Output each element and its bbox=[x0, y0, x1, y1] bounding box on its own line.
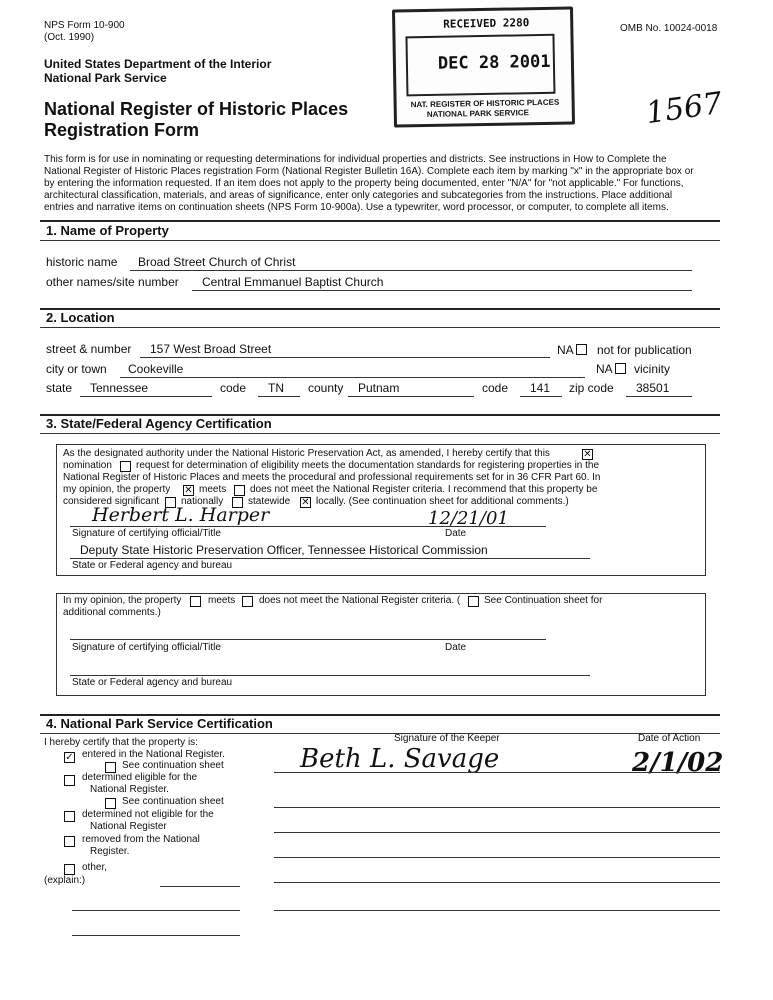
other-checkbox[interactable] bbox=[64, 864, 75, 875]
field-line bbox=[192, 290, 692, 291]
received-stamp bbox=[392, 6, 575, 127]
not-eligible-label: National Register bbox=[90, 821, 167, 832]
section-divider bbox=[40, 733, 720, 734]
certification-signature-date: 12/21/01 bbox=[428, 508, 509, 529]
state-value[interactable]: Tennessee bbox=[90, 381, 149, 395]
historic-name-label: historic name bbox=[46, 255, 118, 269]
certifying-official-signature: Herbert L. Harper bbox=[92, 504, 270, 526]
form-title: National Register of Historic Places bbox=[44, 99, 349, 119]
omb-number: OMB No. 10024-0018 bbox=[620, 23, 718, 34]
opinion-text: additional comments.) bbox=[63, 607, 161, 618]
agency-bureau-label: State or Federal agency and bureau bbox=[72, 560, 233, 571]
keeper-line bbox=[274, 857, 720, 858]
opinion-does-not-meet-checkbox[interactable] bbox=[242, 596, 253, 607]
na-label: NA bbox=[596, 362, 613, 376]
nationally-label: nationally bbox=[181, 496, 224, 507]
instructions-line: entries and narrative items on continuation sheets (NPS Form 10-900a). Use a typewriter, word processor, or computer, to complete all items. bbox=[44, 202, 669, 213]
other-label: other, bbox=[82, 862, 108, 873]
instructions-paragraph bbox=[44, 154, 734, 214]
city-value[interactable]: Cookeville bbox=[128, 362, 184, 376]
continuation-label: See continuation sheet bbox=[122, 796, 224, 807]
vicinity-label: vicinity bbox=[634, 362, 671, 376]
instructions-line: National Register of Historic Places registration Form (National Register Bulletin 16A). Complete each item by marking "x" in the appropriate box or bbox=[44, 166, 694, 177]
keeper-signature: Beth L. Savage bbox=[300, 744, 500, 774]
nomination-checked-box[interactable]: ✕ bbox=[583, 449, 592, 460]
keeper-line bbox=[274, 807, 720, 808]
date-label: Date bbox=[445, 642, 467, 653]
keeper-line bbox=[274, 910, 720, 911]
stamp-date: DEC 28 2001 bbox=[437, 51, 551, 74]
eligible-label: determined eligible for the bbox=[82, 772, 198, 783]
eligible-checkbox[interactable] bbox=[64, 775, 75, 786]
other-names-value[interactable]: Central Emmanuel Baptist Church bbox=[202, 275, 384, 289]
keeper-line bbox=[274, 832, 720, 833]
state-code-value[interactable]: TN bbox=[268, 381, 284, 395]
section3-title: 3. State/Federal Agency Certification bbox=[46, 416, 272, 431]
street-value[interactable]: 157 West Broad Street bbox=[150, 342, 272, 356]
stamp-service: NATIONAL PARK SERVICE bbox=[426, 108, 529, 119]
continuation-label: See continuation sheet bbox=[122, 760, 224, 771]
eligible-label: National Register. bbox=[90, 784, 169, 795]
department-name: United States Department of the Interior bbox=[44, 57, 272, 71]
keeper-signature-label: Signature of the Keeper bbox=[394, 733, 500, 744]
signature-label: Signature of certifying official/Title bbox=[72, 642, 221, 653]
opinion-meets-checkbox[interactable] bbox=[190, 596, 201, 607]
instructions-line: This form is for use in nominating or requesting determinations for individual properties and districts. See instructions in How to Complete the bbox=[44, 154, 667, 165]
section-divider bbox=[40, 220, 720, 222]
date-label: Date bbox=[445, 528, 467, 539]
county-value[interactable]: Putnam bbox=[358, 381, 400, 395]
keeper-line bbox=[274, 772, 720, 773]
opinion-continuation-checkbox[interactable] bbox=[468, 596, 479, 607]
field-line bbox=[130, 270, 692, 271]
explain-line bbox=[160, 886, 240, 887]
agency-name: National Park Service bbox=[44, 71, 167, 85]
city-label: city or town bbox=[46, 362, 107, 376]
instructions-line: by entering the information requested. If an item does not apply to the property being documented, enter "N/A" for "not applicable." For functions, bbox=[44, 178, 684, 189]
date-of-action-label: Date of Action bbox=[638, 733, 701, 744]
not-for-publication-label: not for publication bbox=[597, 343, 692, 357]
nomination-label: nomination bbox=[63, 460, 112, 471]
state-label: state bbox=[46, 381, 73, 395]
field-line bbox=[626, 396, 692, 397]
other-names-label: other names/site number bbox=[46, 275, 179, 289]
locally-checked-box[interactable]: ✕ bbox=[301, 497, 310, 508]
eligible-continuation-checkbox[interactable] bbox=[105, 798, 116, 809]
state-code-label: code bbox=[220, 381, 247, 395]
meets-checked-box[interactable]: ✕ bbox=[184, 485, 193, 496]
form-number: NPS Form 10-900 bbox=[44, 20, 125, 31]
opinion-continuation-label: See Continuation sheet for bbox=[484, 595, 603, 606]
certification-text: does not meet the National Register criteria. I recommend that this property be bbox=[250, 484, 598, 495]
field-line bbox=[520, 396, 562, 397]
action-date: 2/1/02 bbox=[632, 748, 724, 778]
signature-line bbox=[70, 526, 546, 527]
section-divider bbox=[40, 433, 720, 434]
considered-label: considered significant bbox=[63, 496, 160, 507]
form-date: (Oct. 1990) bbox=[44, 32, 95, 43]
form-subtitle: Registration Form bbox=[44, 120, 200, 140]
explain-line bbox=[72, 910, 240, 911]
certification-text: my opinion, the property bbox=[63, 484, 171, 495]
signature-line bbox=[70, 675, 590, 676]
section2-title: 2. Location bbox=[46, 310, 115, 325]
field-line bbox=[120, 377, 585, 378]
instructions-line: architectural classification, materials, and areas of significance, enter only categories and subcategories from the instructions. Place additional bbox=[44, 190, 673, 201]
vicinity-checkbox[interactable] bbox=[615, 363, 626, 374]
opinion-text: does not meet the National Register criteria. ( bbox=[259, 595, 461, 606]
field-line bbox=[258, 396, 300, 397]
certification-text: As the designated authority under the National Historic Preservation Act, as amended, I hereby certify that this bbox=[63, 448, 550, 459]
field-line bbox=[348, 396, 474, 397]
statewide-label: statewide bbox=[248, 496, 291, 507]
keeper-certify-intro: I hereby certify that the property is: bbox=[44, 737, 198, 748]
locally-label: locally. (See continuation sheet for additional comments.) bbox=[316, 496, 569, 507]
historic-name-value[interactable]: Broad Street Church of Christ bbox=[138, 255, 296, 269]
agency-bureau-label: State or Federal agency and bureau bbox=[72, 677, 233, 688]
section-divider bbox=[40, 240, 720, 241]
county-code-label: code bbox=[482, 381, 509, 395]
section4-title: 4. National Park Service Certification bbox=[46, 716, 273, 731]
request-determination-checkbox[interactable] bbox=[120, 461, 131, 472]
meets-label: meets bbox=[199, 484, 227, 495]
keeper-line bbox=[274, 882, 720, 883]
not-eligible-label: determined not eligible for the bbox=[82, 809, 214, 820]
signature-label: Signature of certifying official/Title bbox=[72, 528, 221, 539]
stamp-received: RECEIVED 2280 bbox=[443, 16, 530, 31]
not-for-publication-checkbox[interactable] bbox=[576, 344, 587, 355]
does-not-meet-checkbox[interactable] bbox=[234, 485, 245, 496]
certification-text: National Register of Historic Places and meets the procedural and professional requirements set for in 36 CFR Part 60. In bbox=[63, 472, 601, 483]
street-label: street & number bbox=[46, 342, 132, 356]
handwritten-reference-number: 1567 bbox=[643, 85, 725, 132]
county-code-value[interactable]: 141 bbox=[530, 381, 551, 395]
explain-line bbox=[72, 935, 240, 936]
section-divider bbox=[40, 327, 720, 328]
signature-line bbox=[70, 639, 546, 640]
signature-line bbox=[70, 558, 590, 559]
opinion-meets-label: meets bbox=[208, 595, 236, 606]
agency-bureau-value[interactable]: Deputy State Historic Preservation Officer, Tennessee Historical Commission bbox=[80, 543, 488, 557]
entered-checked-box[interactable]: ✓ bbox=[65, 752, 74, 763]
removed-label: removed from the National bbox=[82, 834, 200, 845]
explain-label: (explain:) bbox=[44, 875, 86, 886]
entered-label: entered in the National Register. bbox=[82, 749, 225, 760]
certification-text: request for determination of eligibility meets the documentation standards for registering properties in the bbox=[136, 460, 600, 471]
section1-title: 1. Name of Property bbox=[46, 223, 169, 238]
zip-label: zip code bbox=[569, 381, 614, 395]
na-label: NA bbox=[557, 343, 574, 357]
zip-value[interactable]: 38501 bbox=[636, 381, 670, 395]
section-divider bbox=[40, 308, 720, 310]
field-line bbox=[140, 357, 550, 358]
removed-label: Register. bbox=[90, 846, 130, 857]
county-label: county bbox=[308, 381, 344, 395]
field-line bbox=[80, 396, 212, 397]
opinion-text: In my opinion, the property bbox=[63, 595, 182, 606]
not-eligible-checkbox[interactable] bbox=[64, 811, 75, 822]
stamp-register: NAT. REGISTER OF HISTORIC PLACES bbox=[410, 97, 560, 110]
removed-checkbox[interactable] bbox=[64, 836, 75, 847]
